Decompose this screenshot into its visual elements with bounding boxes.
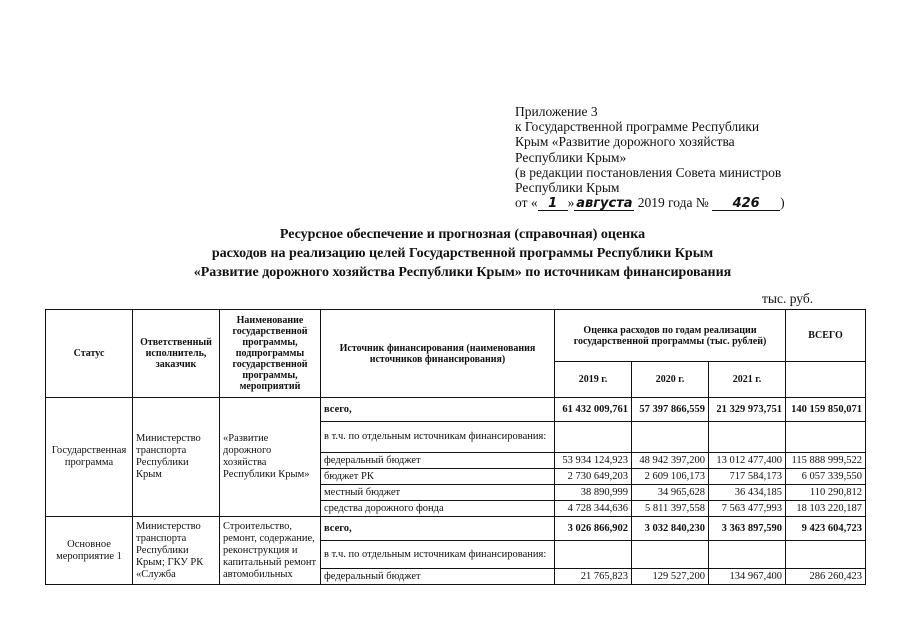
cell-2021: 134 967,400: [709, 569, 786, 585]
cell-total: 140 159 850,071: [786, 398, 866, 422]
annex-line: Приложение 3: [515, 104, 598, 119]
handwritten-number: 426: [712, 197, 780, 211]
cell-2020: 3 032 840,230: [632, 517, 709, 541]
cell-2020: 57 397 866,559: [632, 398, 709, 422]
date-year: 2019 года №: [637, 195, 709, 211]
cell-2019: 61 432 009,761: [555, 398, 632, 422]
cell-2020: [632, 422, 709, 453]
cell-2020: 48 942 397,200: [632, 453, 709, 469]
cell-source: средства дорожного фонда: [321, 501, 555, 517]
header-estimate: Оценка расходов по годам реализации государственной программы (тыс. рублей): [555, 310, 786, 362]
cell-2021: [709, 422, 786, 453]
cell-2021: [709, 541, 786, 569]
header-year-2019: 2019 г.: [555, 362, 632, 398]
cell-status: Государственная программа: [46, 398, 133, 517]
cell-2020: 129 527,200: [632, 569, 709, 585]
cell-total: [786, 422, 866, 453]
date-prefix: от «: [515, 195, 538, 211]
cell-2021: 7 563 477,993: [709, 501, 786, 517]
cell-2020: 34 965,628: [632, 485, 709, 501]
cell-2021: 21 329 973,751: [709, 398, 786, 422]
cell-2019: 4 728 344,636: [555, 501, 632, 517]
cell-total: [786, 541, 866, 569]
cell-2020: [632, 541, 709, 569]
cell-2019: [555, 422, 632, 453]
cell-program-name: Строительство, ремонт, содержание, реконструкция и капитальный ремонт автомобильных: [220, 517, 321, 585]
header-year-2020: 2020 г.: [632, 362, 709, 398]
document-title: [90, 225, 835, 282]
cell-2019: 2 730 649,203: [555, 469, 632, 485]
cell-source: в т.ч. по отдельным источникам финансирования:: [321, 541, 555, 569]
annex-line: Республики Крым: [515, 180, 620, 196]
cell-source: федеральный бюджет: [321, 453, 555, 469]
financing-table: [45, 309, 866, 585]
cell-total: 110 290,812: [786, 485, 866, 501]
annex-date-line: [515, 195, 855, 211]
cell-source: в т.ч. по отдельным источникам финансирования:: [321, 422, 555, 453]
header-name: Наименование государственной программы, подпрограммы государственной программы, мероприятий: [220, 310, 321, 398]
annex-line: Крым «Развитие дорожного хозяйства: [515, 134, 735, 150]
table-row: [46, 517, 866, 541]
title-line-1: Ресурсное обеспечение и прогнозная (справочная) оценка: [279, 227, 646, 242]
cell-2021: 36 434,185: [709, 485, 786, 501]
header-executor: Ответственный исполнитель, заказчик: [133, 310, 220, 398]
annex-line: (в редакции постановления Совета министров: [515, 164, 782, 180]
date-mid: »: [567, 195, 575, 211]
cell-program-name: «Развитие дорожного хозяйства Республики Крым»: [220, 398, 321, 517]
cell-executor: Министерство транспорта Республики Крым: [133, 398, 220, 517]
cell-total: 18 103 220,187: [786, 501, 866, 517]
title-line-3: «Развитие дорожного хозяйства Республики Крым» по источникам финансирования: [193, 265, 732, 280]
cell-2019: 38 890,999: [555, 485, 632, 501]
title-line-2: расходов на реализацию целей Государственной программы Республики Крым: [211, 246, 714, 261]
units-label: тыс. руб.: [762, 291, 814, 306]
cell-total: 286 260,423: [786, 569, 866, 585]
handwritten-day: 1: [538, 197, 568, 211]
cell-2021: 3 363 897,590: [709, 517, 786, 541]
cell-source: всего,: [321, 398, 555, 422]
header-source: Источник финансирования (наименования источников финансирования): [321, 310, 555, 398]
cell-status: Основное мероприятие 1: [46, 517, 133, 585]
cell-total: 6 057 339,550: [786, 469, 866, 485]
cell-2019: 21 765,823: [555, 569, 632, 585]
cell-source: бюджет РК: [321, 469, 555, 485]
cell-executor: Министерство транспорта Республики Крым; ГКУ РК «Служба: [133, 517, 220, 585]
cell-2020: 2 609 106,173: [632, 469, 709, 485]
annex-line: к Государственной программе Республики: [515, 119, 760, 135]
cell-2020: 5 811 397,558: [632, 501, 709, 517]
annex-block: [515, 104, 855, 211]
table-row: [46, 398, 866, 422]
cell-source: местный бюджет: [321, 485, 555, 501]
annex-line: Республики Крым»: [515, 149, 627, 165]
cell-2019: 53 934 124,923: [555, 453, 632, 469]
cell-total: 115 888 999,522: [786, 453, 866, 469]
date-suffix: ): [780, 195, 785, 211]
cell-2021: 717 584,173: [709, 469, 786, 485]
header-status: Статус: [46, 310, 133, 398]
cell-source: всего,: [321, 517, 555, 541]
cell-total: 9 423 604,723: [786, 517, 866, 541]
handwritten-month: августа: [576, 196, 633, 212]
cell-2019: [555, 541, 632, 569]
header-total: ВСЕГО: [786, 310, 866, 362]
header-total-blank: [786, 362, 866, 398]
cell-2019: 3 026 866,902: [555, 517, 632, 541]
header-year-2021: 2021 г.: [709, 362, 786, 398]
cell-2021: 13 012 477,400: [709, 453, 786, 469]
cell-source: федеральный бюджет: [321, 569, 555, 585]
